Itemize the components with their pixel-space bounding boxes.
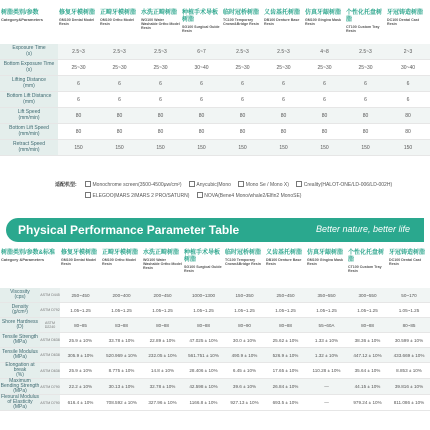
- table-cell: 8.853 ± 10%: [388, 363, 430, 379]
- checkbox-icon: [85, 192, 91, 198]
- column-header: 牙冠铸造树脂 DC100 Dental Cast Resin: [389, 250, 426, 267]
- table-cell: 927.13 ± 10%: [224, 395, 265, 411]
- table-cell: 30.13 ± 10%: [101, 379, 142, 395]
- table-cell: 6: [263, 76, 304, 92]
- table-cell: 1.05~1.25: [347, 303, 388, 318]
- table-row: [0, 395, 430, 411]
- table-cell: 327.96 ± 10%: [142, 395, 183, 411]
- table-cell: 1.05~1.25: [101, 303, 142, 318]
- test-standard: ASTM D445: [40, 288, 60, 303]
- table-cell: 1.05~1.25: [224, 303, 265, 318]
- row-label: Lift Speed (mm/min): [0, 108, 58, 124]
- section-banner: [6, 218, 424, 242]
- table-cell: 80~90: [224, 318, 265, 333]
- table-row: [0, 124, 430, 140]
- table-row: [0, 44, 430, 60]
- table-cell: 25.9 ± 10%: [60, 363, 101, 379]
- column-header: 正畸牙模树脂 OM100 Ortho Model Resin: [100, 10, 137, 27]
- test-standard: ASTM D638: [40, 363, 60, 379]
- table-cell: —: [306, 379, 347, 395]
- column-header: 义齿基托树脂 DB100 Denture Base Resin: [264, 10, 301, 27]
- table-cell: 80: [181, 124, 222, 140]
- table-row: [0, 108, 430, 124]
- row-label: Lifting Distance (mm): [0, 76, 58, 92]
- table-cell: 6: [222, 76, 263, 92]
- table-row: [0, 333, 430, 348]
- table-cell: 80: [386, 124, 430, 140]
- table-cell: 44.15 ± 10%: [347, 379, 388, 395]
- table-cell: 80: [304, 124, 345, 140]
- table-cell: 32.78 ± 10%: [142, 379, 183, 395]
- table-cell: 80: [58, 108, 99, 124]
- table-cell: 2.5~3: [345, 44, 386, 60]
- table-cell: 2.5~3: [140, 44, 181, 60]
- test-standard: ASTM D790: [40, 379, 60, 395]
- column-header: 仿真牙龈树脂 GM100 Gingiva Mask Resin: [305, 10, 342, 27]
- checkbox-icon: [296, 181, 302, 187]
- table-cell: 39.6 ± 10%: [224, 379, 265, 395]
- table-cell: 526.9 ± 10%: [265, 348, 306, 363]
- table-cell: 232.05 ± 10%: [142, 348, 183, 363]
- table-cell: 433.669 ± 10%: [388, 348, 430, 363]
- table-cell: 6: [222, 92, 263, 108]
- table-cell: 80: [345, 108, 386, 124]
- table-cell: 25~30: [99, 60, 140, 76]
- list-item: Anycubic(Mono: [189, 180, 231, 191]
- table-cell: 150: [222, 140, 263, 156]
- table-cell: 22.89 ± 10%: [142, 333, 183, 348]
- table-cell: 83~88: [101, 318, 142, 333]
- row-label: Exposure Time (s): [0, 44, 58, 60]
- table-cell: 25~30: [222, 60, 263, 76]
- test-standard: ASTM D638: [40, 333, 60, 348]
- table-cell: 150: [304, 140, 345, 156]
- table-cell: 6.45 ± 10%: [224, 363, 265, 379]
- column-header: 修复牙模树脂 GM100 Dental Model Resin: [59, 10, 96, 27]
- table-cell: 30.599 ± 10%: [388, 333, 430, 348]
- list-item: Monochrome screen(3500-4500μw/cm²): [85, 180, 182, 191]
- table-cell: 110.28 ± 10%: [306, 363, 347, 379]
- table-cell: 300~550: [347, 288, 388, 303]
- row-label: Bottom Exposure Time (s): [0, 60, 58, 76]
- table-cell: 1.05~1.25: [265, 303, 306, 318]
- table-cell: 25.9 ± 10%: [60, 333, 101, 348]
- table-cell: 6: [304, 76, 345, 92]
- table-cell: 150: [58, 140, 99, 156]
- list-item: NOVA(Bene4 Mono/whale2/Elfin2 MonoSE): [197, 191, 302, 202]
- table-cell: 25~30: [58, 60, 99, 76]
- table-cell: 26.84 ± 10%: [265, 379, 306, 395]
- table-cell: 490.9 ± 10%: [224, 348, 265, 363]
- table-cell: 80: [181, 108, 222, 124]
- table-cell: 6: [58, 76, 99, 92]
- table-cell: 25~30: [345, 60, 386, 76]
- table-cell: 25~30: [263, 60, 304, 76]
- column-header: 义齿基托树脂 DB100 Denture Base Resin: [266, 250, 303, 267]
- test-standard: ASTM D792: [40, 303, 60, 318]
- row-label: Tensile Modulus (MPa): [0, 348, 40, 363]
- table-cell: 520.969 ± 10%: [101, 348, 142, 363]
- table-cell: 150: [345, 140, 386, 156]
- table-cell: 80: [263, 108, 304, 124]
- table-cell: 1.05~1.25: [183, 303, 224, 318]
- table-cell: 1.05~1.25: [306, 303, 347, 318]
- table-cell: 305.9 ± 10%: [60, 348, 101, 363]
- test-standard: ASTM D638: [40, 348, 60, 363]
- print-parameters-table: [0, 10, 430, 156]
- slogan: Better nature, better life: [315, 224, 410, 234]
- column-header: 正畸牙模树脂 OM100 Ortho Model Resin: [102, 250, 139, 267]
- section-title: Physical Performance Parameter Table: [18, 223, 240, 237]
- table-cell: 80~85: [388, 318, 430, 333]
- table-cell: 80: [263, 124, 304, 140]
- table-cell: 80: [99, 124, 140, 140]
- table-row: [0, 348, 430, 363]
- table-cell: 1000~1300: [183, 288, 224, 303]
- table-cell: 80: [222, 124, 263, 140]
- table-cell: 2~3: [386, 44, 430, 60]
- table-row: [0, 379, 430, 395]
- table-cell: 38.36 ± 10%: [347, 333, 388, 348]
- row-label: Viscosity (cps): [0, 288, 40, 303]
- table-cell: 80: [140, 108, 181, 124]
- table-cell: 6~7: [181, 44, 222, 60]
- table-cell: 447.12 ± 10%: [347, 348, 388, 363]
- table-cell: 80: [58, 124, 99, 140]
- table-cell: 30.0 ± 10%: [224, 333, 265, 348]
- category-parameters-header: 树脂类别/参数 Category&Parameters: [1, 10, 44, 22]
- table-cell: 6: [99, 92, 140, 108]
- table-cell: 6: [58, 92, 99, 108]
- table-cell: 150: [263, 140, 304, 156]
- list-item: Creality(HALOT-ONE/LD-006/LD-002H): [296, 180, 392, 191]
- table-row: [0, 92, 430, 108]
- table-cell: 25~30: [140, 60, 181, 76]
- table-cell: 1.32 ± 10%: [306, 348, 347, 363]
- row-label: Maximum Bending Strength (MPa): [0, 378, 40, 394]
- table-row: [0, 60, 430, 76]
- table-cell: 80~88: [183, 318, 224, 333]
- table-cell: 616.4 ± 10%: [60, 395, 101, 411]
- table-cell: 80: [99, 108, 140, 124]
- row-label: Elongation at break (%): [0, 363, 40, 379]
- table-row: [0, 76, 430, 92]
- table-cell: 14.8 ± 10%: [142, 363, 183, 379]
- table-cell: 1.33 ± 10%: [306, 333, 347, 348]
- row-label: Bottom Lift Speed (mm/min): [0, 124, 58, 140]
- table-cell: 6: [345, 76, 386, 92]
- table-cell: 6: [386, 76, 430, 92]
- list-item: ELEGOO(MARS 2/MARS 2 PRO/SATURN): [85, 191, 189, 202]
- table-cell: 150~350: [224, 288, 265, 303]
- list-item: Mono Se / Mono X): [238, 180, 289, 191]
- checkbox-icon: [85, 181, 91, 187]
- table-cell: 811.086 ± 10%: [388, 395, 430, 411]
- column-header: 临时冠桥树脂 TC100 Temporary Crown&Bridge Resin: [225, 250, 262, 267]
- table-cell: 47.025 ± 10%: [183, 333, 224, 348]
- table-cell: 6: [99, 76, 140, 92]
- table-cell: 693.5 ± 10%: [265, 395, 306, 411]
- table-cell: 55~60A: [306, 318, 347, 333]
- table-cell: 30~40: [386, 60, 430, 76]
- column-header: 个性化托盘树脂 CT100 Custom Tray Resin: [346, 10, 383, 34]
- table-cell: 708.592 ± 10%: [101, 395, 142, 411]
- table-cell: 30~40: [181, 60, 222, 76]
- table-cell: 22.2 ± 10%: [60, 379, 101, 395]
- table-cell: 350~550: [306, 288, 347, 303]
- table-cell: 2.5~3: [263, 44, 304, 60]
- table-cell: 33.78 ± 10%: [101, 333, 142, 348]
- column-header: 水洗正畸树脂 WO100 Water Washable Ortho Model Resin: [141, 10, 180, 31]
- column-header: 个性化托盘树脂 CT100 Custom Tray Resin: [348, 250, 385, 274]
- table-cell: 6: [181, 76, 222, 92]
- row-label: Density (g/cm³): [0, 303, 40, 318]
- table-cell: 80~88: [347, 318, 388, 333]
- table-cell: 1.05~1.25: [142, 303, 183, 318]
- table-cell: 6: [140, 92, 181, 108]
- table-cell: 35.64 ± 10%: [347, 363, 388, 379]
- table-cell: 17.65 ± 10%: [265, 363, 306, 379]
- compatible-printers-list: [85, 180, 415, 202]
- table-cell: 25~30: [304, 60, 345, 76]
- row-label: Tensile Strength (MPa): [0, 333, 40, 348]
- table-cell: 80: [386, 108, 430, 124]
- row-label: Flexural Modulus of Elasticity (MPa): [0, 394, 40, 410]
- table-cell: 80: [304, 108, 345, 124]
- table-cell: 42.598 ± 10%: [183, 379, 224, 395]
- column-header: 水洗正畸树脂 WO100 Water Washable Ortho Model Resin: [143, 250, 182, 271]
- table-cell: 2.5~3: [222, 44, 263, 60]
- table-cell: 2.5~3: [58, 44, 99, 60]
- row-label: Retract Speed (mm/min): [0, 140, 58, 156]
- table-row: [0, 140, 430, 156]
- table-row: [0, 318, 430, 333]
- table-cell: 6: [304, 92, 345, 108]
- table-cell: 2.5~3: [99, 44, 140, 60]
- column-header: 牙冠铸造树脂 DC100 Dental Cast Resin: [387, 10, 424, 27]
- table-cell: 6: [263, 92, 304, 108]
- table-cell: 1.05~1.25: [60, 303, 101, 318]
- table-cell: 150: [181, 140, 222, 156]
- table-cell: 80~88: [142, 318, 183, 333]
- column-header: 临时冠桥树脂 TC100 Temporary Crown&Bridge Resin: [223, 10, 260, 27]
- table-cell: 200~450: [142, 288, 183, 303]
- column-header: 种植手术导板树脂 SG100 Surgical Guide Resin: [184, 250, 222, 274]
- table-row: [0, 363, 430, 379]
- category-parameters-header: 树脂类别/参数&标准 Category &Parameters: [1, 250, 56, 262]
- table-cell: 28.406 ± 10%: [183, 363, 224, 379]
- table-cell: 150: [99, 140, 140, 156]
- table-cell: 979.24 ± 10%: [347, 395, 388, 411]
- table-cell: 1166.8 ± 10%: [183, 395, 224, 411]
- table-cell: 250~450: [60, 288, 101, 303]
- checkbox-icon: [238, 181, 244, 187]
- column-header: 种植手术导板树脂 SG100 Surgical Guide Resin: [182, 10, 220, 34]
- table-cell: 250~450: [265, 288, 306, 303]
- row-label: Bottom Lift Distance (mm): [0, 92, 58, 108]
- table-cell: 80~85: [60, 318, 101, 333]
- table-cell: 200~400: [101, 288, 142, 303]
- compatible-printers-label: 适配机型:: [55, 182, 77, 188]
- table-cell: 8.775 ± 10%: [101, 363, 142, 379]
- column-header: 修复牙模树脂 GM100 Dental Model Resin: [61, 250, 98, 267]
- table-cell: —: [306, 395, 347, 411]
- table-cell: 150: [140, 140, 181, 156]
- table-cell: 80: [222, 108, 263, 124]
- table-cell: 6: [345, 92, 386, 108]
- table-cell: 80: [345, 124, 386, 140]
- row-label: Shore Hardness (D): [0, 318, 40, 333]
- table-cell: 50~170: [388, 288, 430, 303]
- checkbox-icon: [189, 181, 195, 187]
- table-cell: 4~8: [304, 44, 345, 60]
- table-cell: 39.816 ± 10%: [388, 379, 430, 395]
- checkbox-icon: [197, 192, 203, 198]
- test-standard: ASTM D790: [40, 395, 60, 411]
- table-cell: 1.05~1.25: [388, 303, 430, 318]
- table-cell: 80~88: [265, 318, 306, 333]
- test-standard: ASTM D2240: [40, 318, 60, 333]
- table-cell: 6: [140, 76, 181, 92]
- table-cell: 6: [181, 92, 222, 108]
- table-cell: 150: [386, 140, 430, 156]
- table-cell: 25.62 ± 10%: [265, 333, 306, 348]
- table-row: [0, 303, 430, 318]
- physical-performance-table: [0, 250, 430, 411]
- table-row: [0, 288, 430, 303]
- table-cell: 561.751 ± 10%: [183, 348, 224, 363]
- table-cell: 80: [140, 124, 181, 140]
- table-cell: 6: [386, 92, 430, 108]
- column-header: 仿真牙龈树脂 GM100 Gingiva Mask Resin: [307, 250, 344, 267]
